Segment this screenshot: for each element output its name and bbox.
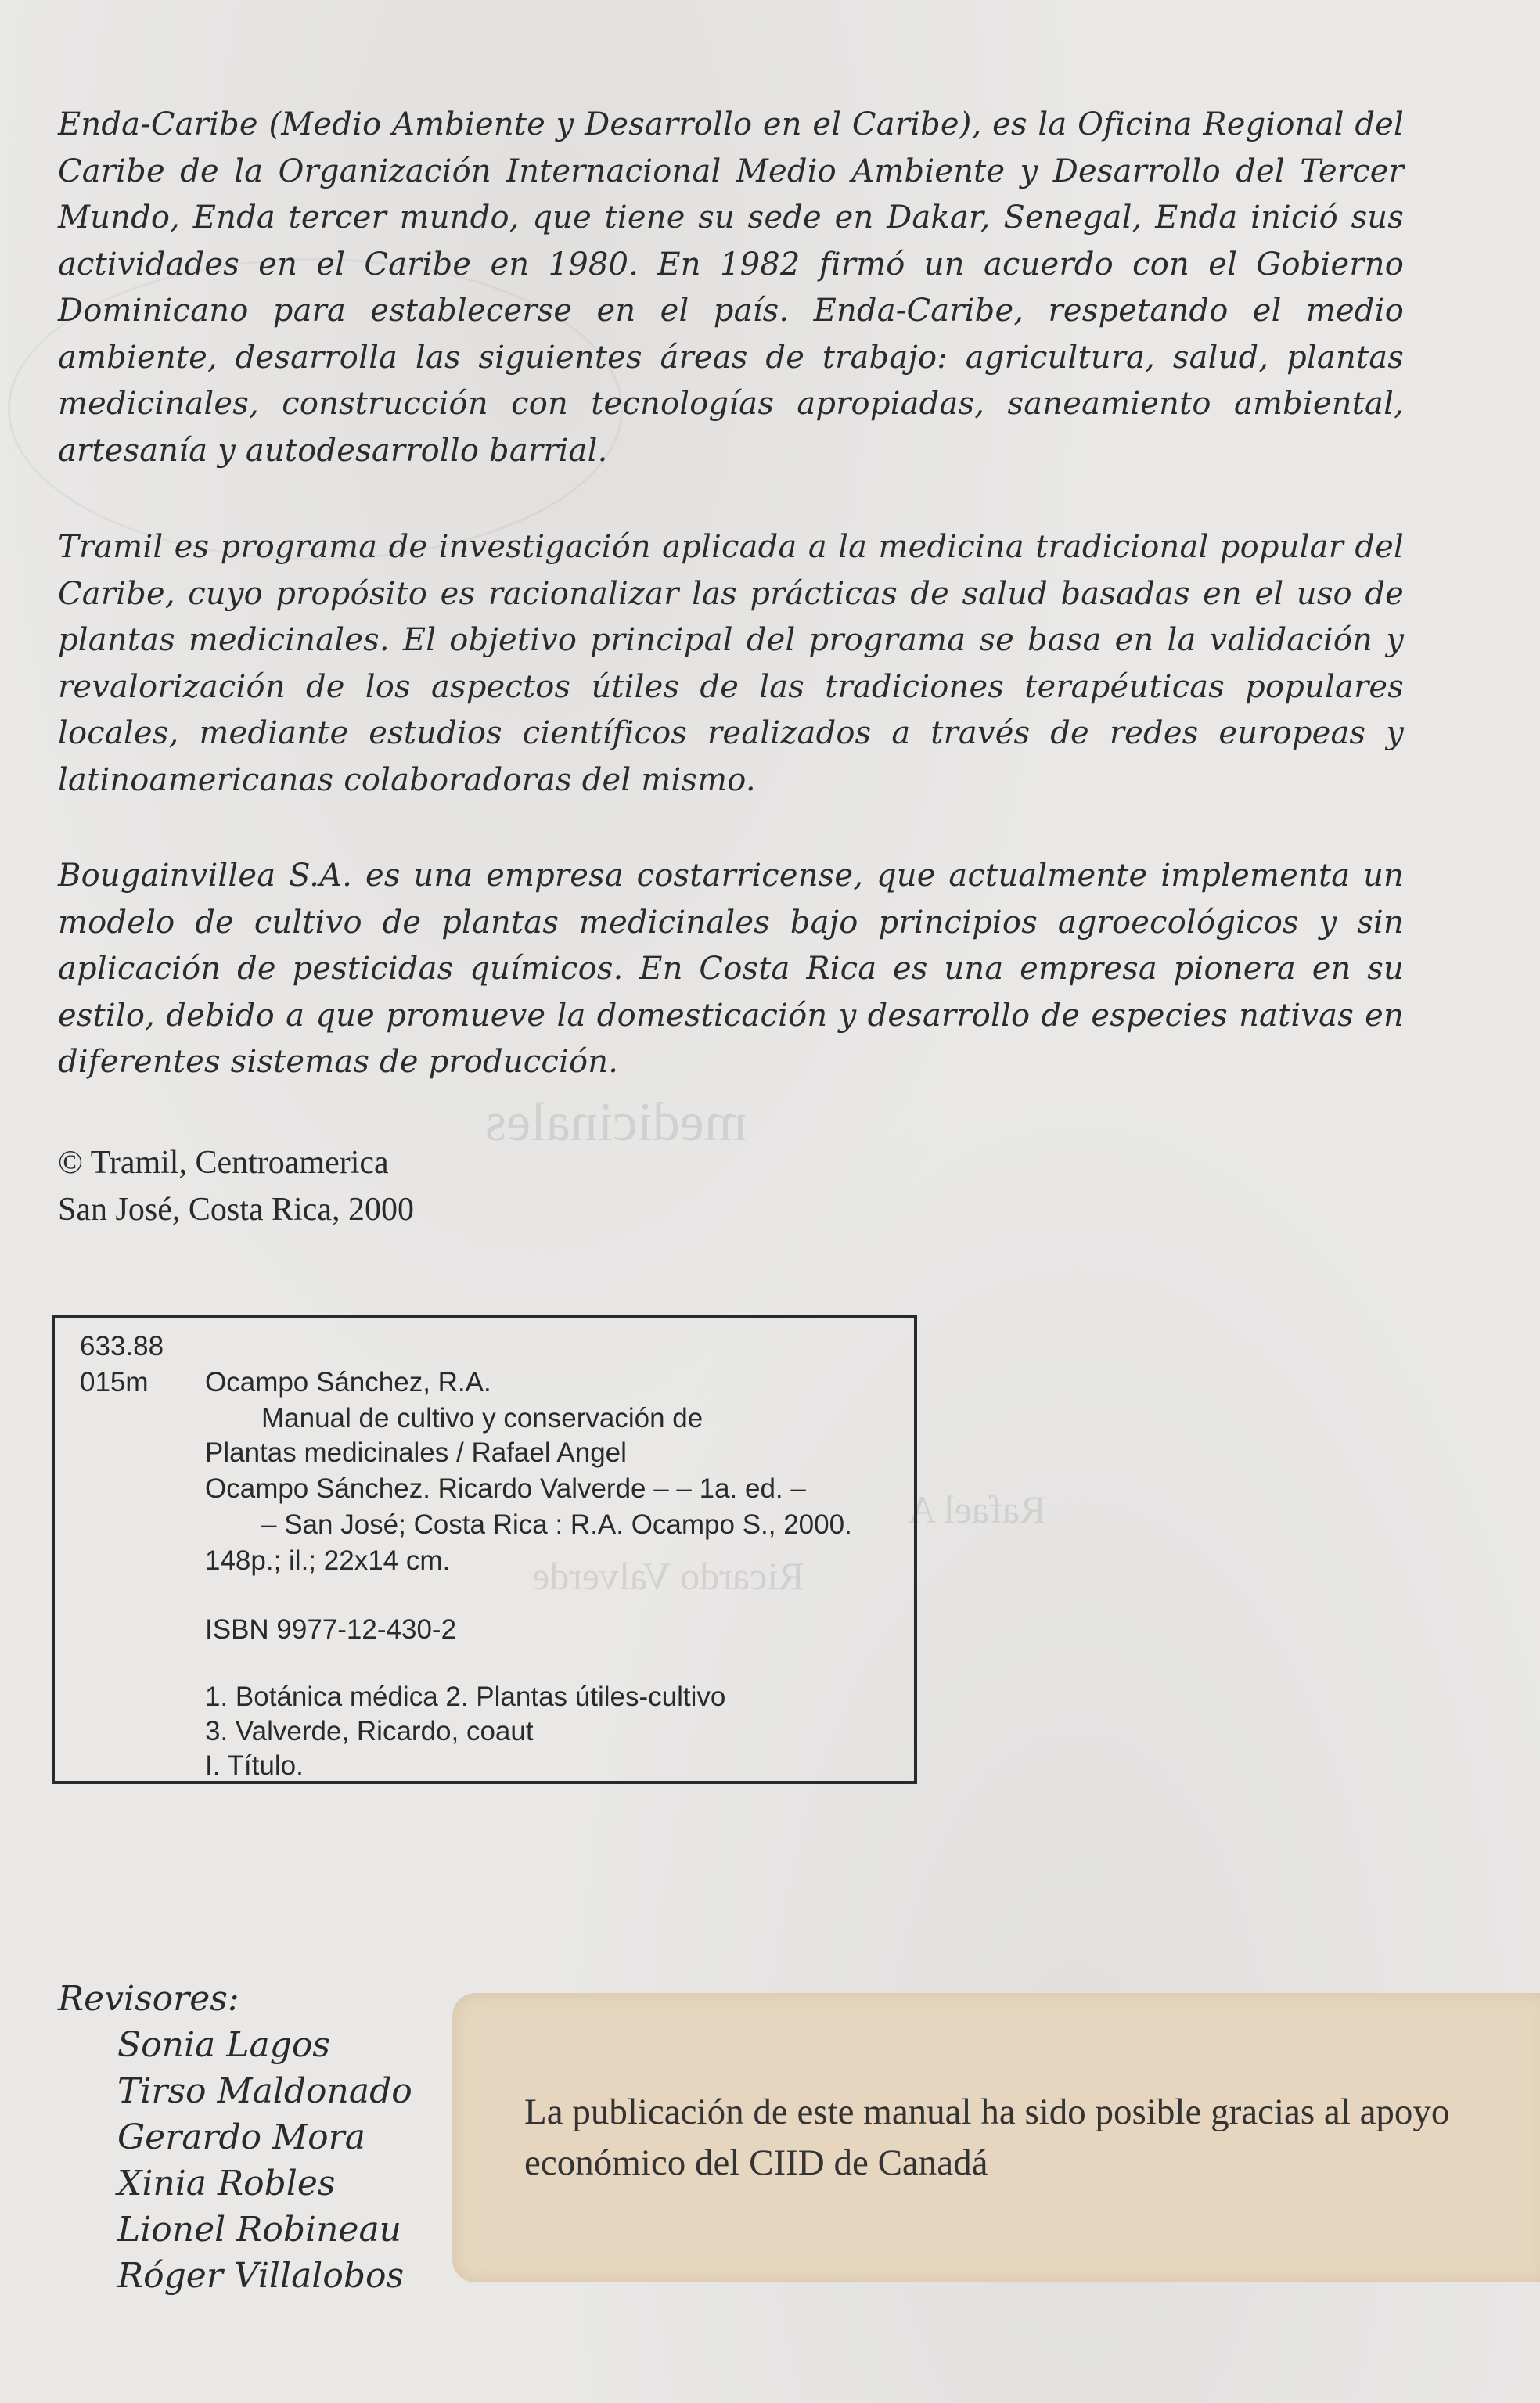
bleed-through-text: Ricardo Valverde: [532, 1554, 804, 1598]
funding-note-text: La publicación de este manual ha sido posible gracias al apoyo económico del CIID de Canadá: [524, 2092, 1450, 2183]
catalog-publication: – San José; Costa Rica : R.A. Ocampo S., 2000.: [261, 1509, 852, 1540]
catalog-physical-description: 148p.; il.; 22x14 cm.: [205, 1545, 451, 1576]
revisor-name: Tirso Maldonado: [117, 2071, 412, 2111]
bleed-through-text: Rafael A: [908, 1487, 1046, 1531]
catalog-subjects: I. Título.: [205, 1750, 304, 1781]
revisor-name: Gerardo Mora: [117, 2117, 365, 2157]
copyright-block: [58, 1139, 414, 1233]
revisores-list: [58, 2022, 412, 2299]
catalog-title-line: Plantas medicinales / Rafael Angel: [205, 1437, 627, 1468]
catalog-title-line: Manual de cultivo y conservación de: [261, 1403, 703, 1434]
publication-place-line: San José, Costa Rica, 2000: [58, 1192, 414, 1228]
catalog-card: [52, 1315, 917, 1784]
revisor-name: Lionel Robineau: [117, 2210, 402, 2250]
enda-caribe-paragraph: Enda-Caribe (Medio Ambiente y Desarrollo en el Caribe), es la Oficina Regional del Caribe de la Organización Internacional Medio Ambiente y Desarrollo del Tercer Mundo, Enda tercer mundo, que tiene su sede en Dakar, Senegal, Enda inició sus actividades en el Caribe en 1980. En 1982 firmó un acuerdo con el Gobierno Dominicano para establecerse en el país. Enda-Caribe, respetando el medio ambiente, desarrolla las siguientes áreas de trabajo: agricultura, salud, plantas medicinales, construcción con tecnologías apropiadas, saneamiento ambiental, artesanía y autodesarrollo barrial.: [58, 106, 1404, 469]
class-number: 633.88: [80, 1331, 164, 1362]
funding-note-panel: [452, 1993, 1540, 2282]
revisor-name: Sonia Lagos: [117, 2025, 330, 2065]
copyright-line: © Tramil, Centroamerica: [58, 1145, 389, 1181]
revisor-name: Róger Villalobos: [117, 2256, 405, 2296]
revisor-name: Xinia Robles: [117, 2164, 336, 2203]
tramil-paragraph: Tramil es programa de investigación aplicada a la medicina tradicional popular del Caribe, cuyo propósito es racionalizar las prácticas de salud basadas en el uso de plantas medicinales. El objetivo principal del programa se basa en la validación y revalorización de los aspectos útiles de las tradiciones terapéuticas populares locales, mediante estudios científicos realizados a través de redes europeas y latinoamericanas colaboradoras del mismo.: [58, 529, 1404, 798]
catalog-subjects: 1. Botánica médica 2. Plantas útiles-cultivo: [205, 1682, 726, 1712]
revisores-block: [58, 1976, 412, 2299]
bougainvillea-paragraph: Bougainvillea S.A. es una empresa costarricense, que actualmente implementa un modelo de cultivo de plantas medicinales bajo principios agroecológicos y sin aplicación de pesticidas químicos. En Costa Rica es una empresa pionera en su estilo, debido a que promueve la domesticación y desarrollo de especies nativas en diferentes sistemas de producción.: [58, 858, 1404, 1080]
catalog-isbn: ISBN 9977-12-430-2: [205, 1614, 457, 1645]
cutter-number: 015m: [80, 1367, 149, 1398]
bleed-through-text: medicinales: [485, 1092, 747, 1153]
revisores-heading: Revisores:: [58, 1979, 239, 2019]
catalog-subjects: 3. Valverde, Ricardo, coaut: [205, 1716, 534, 1746]
catalog-author: Ocampo Sánchez, R.A.: [205, 1367, 491, 1398]
catalog-title-line: Ocampo Sánchez. Ricardo Valverde – – 1a. ed. –: [205, 1473, 806, 1504]
